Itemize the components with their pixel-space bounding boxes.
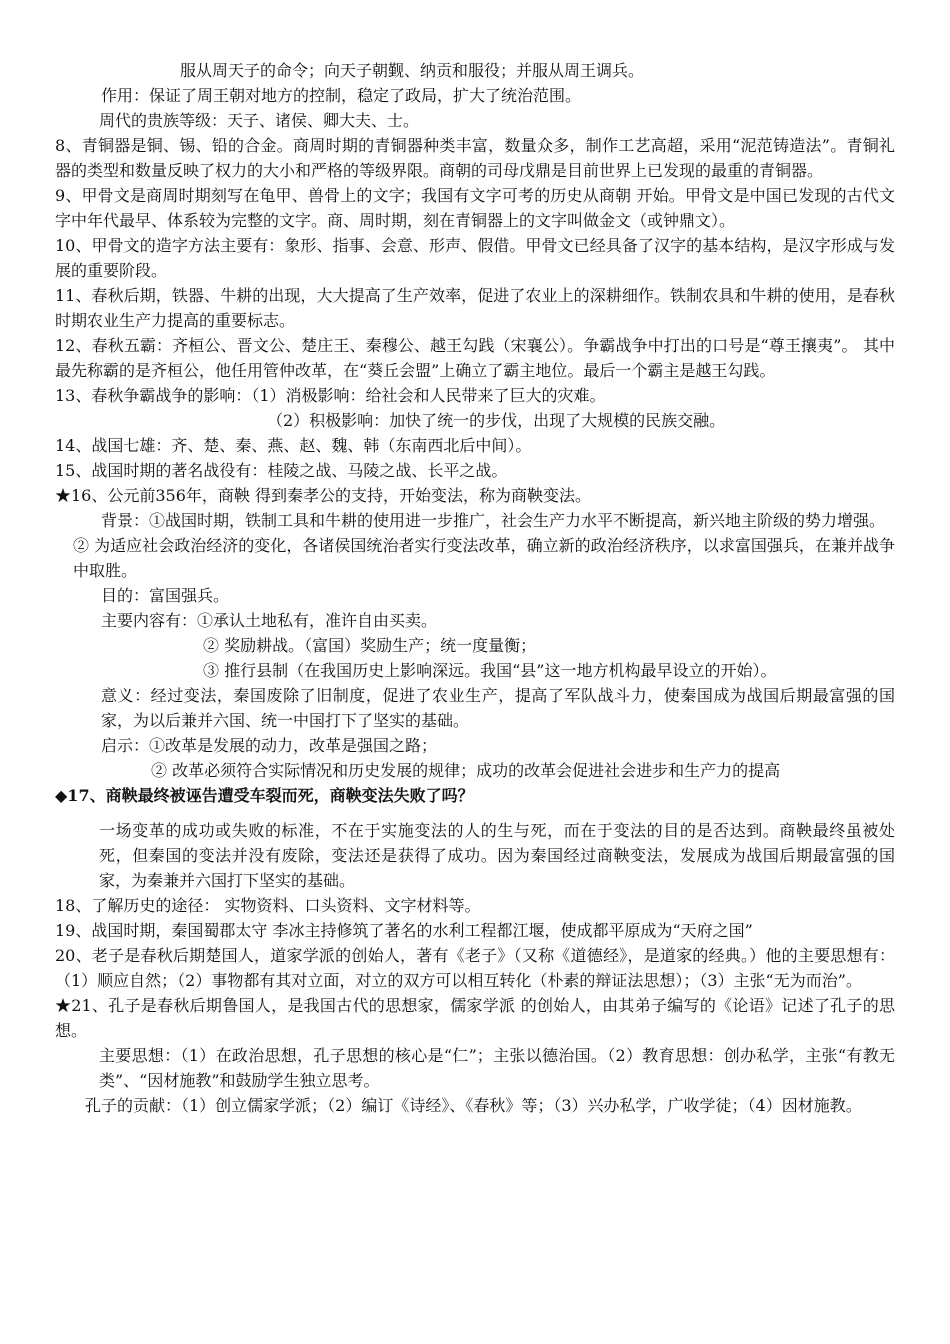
text-line: ② 奖励耕战。（富国）奖励生产；统一度量衡； bbox=[203, 636, 537, 655]
text-paragraph: 背景：①战国时期，铁制工具和牛耕的使用进一步推广，社会生产力水平不断提高，新兴地主阶级的势力增强。 bbox=[101, 511, 886, 530]
text-line: 启示：①改革是发展的动力，改革是强国之路； bbox=[101, 736, 438, 755]
text-line: 15、战国时期的著名战役有：桂陵之战、马陵之战、长平之战。 bbox=[55, 461, 508, 480]
question-heading: ◆17、商鞅最终被诬告遭受车裂而死，商鞅变法失败了吗？ bbox=[55, 786, 474, 805]
text-line: ② 改革必须符合实际情况和历史发展的规律；成功的改革会促进社会进步和生产力的提高 bbox=[151, 761, 781, 780]
text-paragraph: 10、甲骨文的造字方法主要有：象形、指事、会意、形声、假借。甲骨文已经具备了汉字的基本结构，是汉字形成与发展的重要阶段。 bbox=[55, 236, 895, 280]
spacer bbox=[55, 808, 895, 818]
text-line: 13、春秋争霸战争的影响：（1）消极影响：给社会和人民带来了巨大的灾难。 bbox=[55, 386, 606, 405]
text-paragraph: 12、春秋五霸：齐桓公、晋文公、楚庄王、秦穆公、越王勾践（宋襄公）。争霸战争中打出的口号是“尊王攘夷”。 其中最先称霸的是齐桓公，他任用管仲改革，在“葵丘会盟”上确立了霸主地位。最后一个霸主是越王勾践。 bbox=[55, 336, 895, 380]
text-paragraph: 一场变革的成功或失败的标准，不在于实施变法的人的生与死，而在于变法的目的是否达到。商鞅最终虽被处死，但秦国的变法并没有废除，变法还是获得了成功。因为秦国经过商鞅变法，发展成为战国后期最富强的国家，为秦兼并六国打下坚实的基础。 bbox=[99, 821, 895, 890]
text-line: 19、战国时期，秦国蜀郡太守 李冰主持修筑了著名的水利工程都江堰，使成都平原成为“天府之国” bbox=[55, 921, 753, 940]
text-line: （2）积极影响：加快了统一的步伐，出现了大规模的民族交融。 bbox=[267, 411, 726, 430]
text-line: 作用：保证了周王朝对地方的控制，稳定了政局，扩大了统治范围。 bbox=[101, 86, 582, 105]
text-line: 主要内容有：①承认土地私有，准许自由买卖。 bbox=[101, 611, 438, 630]
text-paragraph: 11、春秋后期，铁器、牛耕的出现，大大提高了生产效率，促进了农业上的深耕细作。铁制农具和牛耕的使用，是春秋时期农业生产力提高的重要标志。 bbox=[55, 286, 895, 330]
text-paragraph: ② 为适应社会政治经济的变化，各诸侯国统治者实行变法改革，确立新的政治经济秩序，以求富国强兵，在兼并战争中取胜。 bbox=[73, 536, 895, 580]
text-paragraph: 主要思想：（1）在政治思想，孔子思想的核心是“仁”；主张以德治国。（2）教育思想：创办私学，主张“有教无类”、“因材施教”和鼓励学生独立思考。 bbox=[99, 1046, 895, 1090]
text-paragraph: 孔子的贡献：（1）创立儒家学派；（2）编订《诗经》、《春秋》等；（3）兴办私学，广收学徒；（4）因材施教。 bbox=[85, 1096, 862, 1115]
text-line: ★16、公元前356年，商鞅 得到秦孝公的支持，开始变法，称为商鞅变法。 bbox=[55, 486, 591, 505]
text-paragraph: 8、青铜器是铜、锡、铅的合金。商周时期的青铜器种类丰富，数量众多，制作工艺高超，采用“泥范铸造法”。青铜礼器的类型和数量反映了权力的大小和严格的等级界限。商朝的司母戊鼎是目前世界上已发现的最重的青铜器。 bbox=[55, 136, 895, 180]
text-line: 14、战国七雄：齐、楚、秦、燕、赵、魏、韩（东南西北后中间）。 bbox=[55, 436, 532, 455]
text-paragraph: ★21、孔子是春秋后期鲁国人，是我国古代的思想家，儒家学派 的创始人，由其弟子编写的《论语》记述了孔子的思想。 bbox=[55, 996, 895, 1040]
text-line: 18、了解历史的途径： 实物资料、口头资料、文字材料等。 bbox=[55, 896, 481, 915]
text-line: 周代的贵族等级：天子、诸侯、卿大夫、士。 bbox=[99, 111, 420, 130]
text-line: 服从周天子的命令；向天子朝觐、纳贡和服役；并服从周王调兵。 bbox=[180, 61, 645, 80]
text-paragraph: 9、甲骨文是商周时期刻写在龟甲、兽骨上的文字；我国有文字可考的历史从商朝 开始。甲骨文是中国已发现的古代文字中年代最早、体系较为完整的文字。商、周时期，刻在青铜器上的文字叫做金文（或钟鼎文）。 bbox=[55, 186, 895, 230]
text-paragraph: 20、老子是春秋后期楚国人，道家学派的创始人，著有《老子》（又称《道德经》，是道家的经典。）他的主要思想有：（1）顺应自然；（2）事物都有其对立面，对立的双方可以相互转化（朴素的辩证法思想）；（3）主张“无为而治”。 bbox=[55, 946, 895, 990]
text-line: ③ 推行县制（在我国历史上影响深远。我国“县”这一地方机构最早设立的开始）。 bbox=[203, 661, 777, 680]
text-paragraph: 意义：经过变法，秦国废除了旧制度，促进了农业生产，提高了军队战斗力，使秦国成为战国后期最富强的国家，为以后兼并六国、统一中国打下了坚实的基础。 bbox=[101, 686, 895, 730]
text-line: 目的：富国强兵。 bbox=[101, 586, 230, 605]
